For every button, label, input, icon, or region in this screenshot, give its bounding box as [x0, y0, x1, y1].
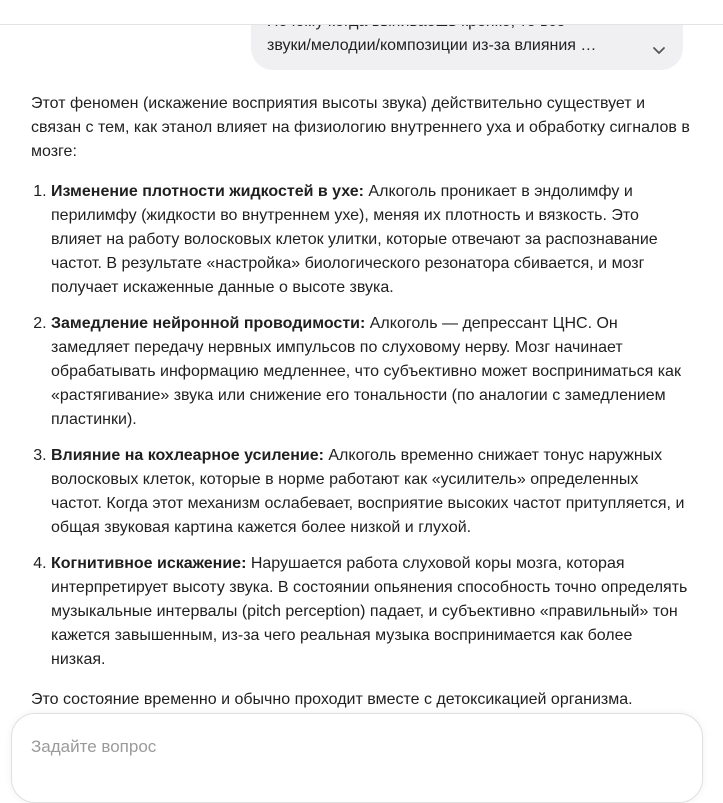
question-input[interactable] [31, 734, 671, 760]
list-item-title: Влияние на кохлеарное усиление: [51, 447, 324, 464]
top-bar [0, 0, 723, 25]
answer-outro: Это состояние временно и обычно проходит вместе с детоксикацией организма. [31, 691, 633, 708]
list-item [51, 180, 691, 300]
expand-message-button[interactable] [647, 38, 671, 62]
message-composer [11, 713, 703, 803]
list-item-text: Алкоголь временно снижает тонус наружных волосковых клеток, которые в норме работают как «усилитель» определенных частот. Когда этот механизм ослабевает, восприятие высоких частот притупляется, и общая звуковая картина кажется более низкой и глухой. [51, 447, 685, 536]
list-item-title: Когнитивное искажение: [51, 555, 247, 572]
list-item-text: Алкоголь проникает в эндолимфу и перилимфу (жидкости во внутреннем ухе), меняя их плотность и вязкость. Это влияет на работу волосковых клеток улитки, которые отвечают за распознавание частот. В результате «настройка» биологического резонатора сбивается, и мозг получает искаженные данные о высоте звука. [51, 183, 658, 296]
list-item [51, 444, 691, 540]
user-message-line-2: звуки/мелодии/композиции из-за влияния … [267, 37, 597, 54]
answer-intro: Этот феномен (искажение восприятия высоты звука) действительно существует и связан с тем, как этанол влияет на физиологию внутреннего уха и обработку сигналов в мозге: [31, 95, 690, 160]
list-item-title: Изменение плотности жидкостей в ухе: [51, 183, 364, 200]
list-item [51, 552, 691, 672]
list-item-title: Замедление нейронной проводимости: [51, 315, 366, 332]
chevron-down-icon [651, 42, 667, 58]
assistant-answer [31, 92, 691, 712]
list-item-text: Нарушается работа слуховой коры мозга, которая интерпретирует высоту звука. В состоянии опьянения способность точно определять музыкальные интервалы (pitch perception) падает, и субъективно «правильный» тон кажется завышенным, из-за чего реальная музыка воспринимается как более низкая. [51, 555, 688, 668]
list-item [51, 312, 691, 432]
answer-list [31, 180, 691, 672]
list-item-text: Алкоголь — депрессант ЦНС. Он замедляет передачу нервных импульсов по слуховому нерву. Мозг начинает обрабатывать информацию медленнее, что субъективно может восприниматься как «растягивание» звука или снижение его тональности (по аналогии с замедлением пластинки). [51, 315, 681, 428]
